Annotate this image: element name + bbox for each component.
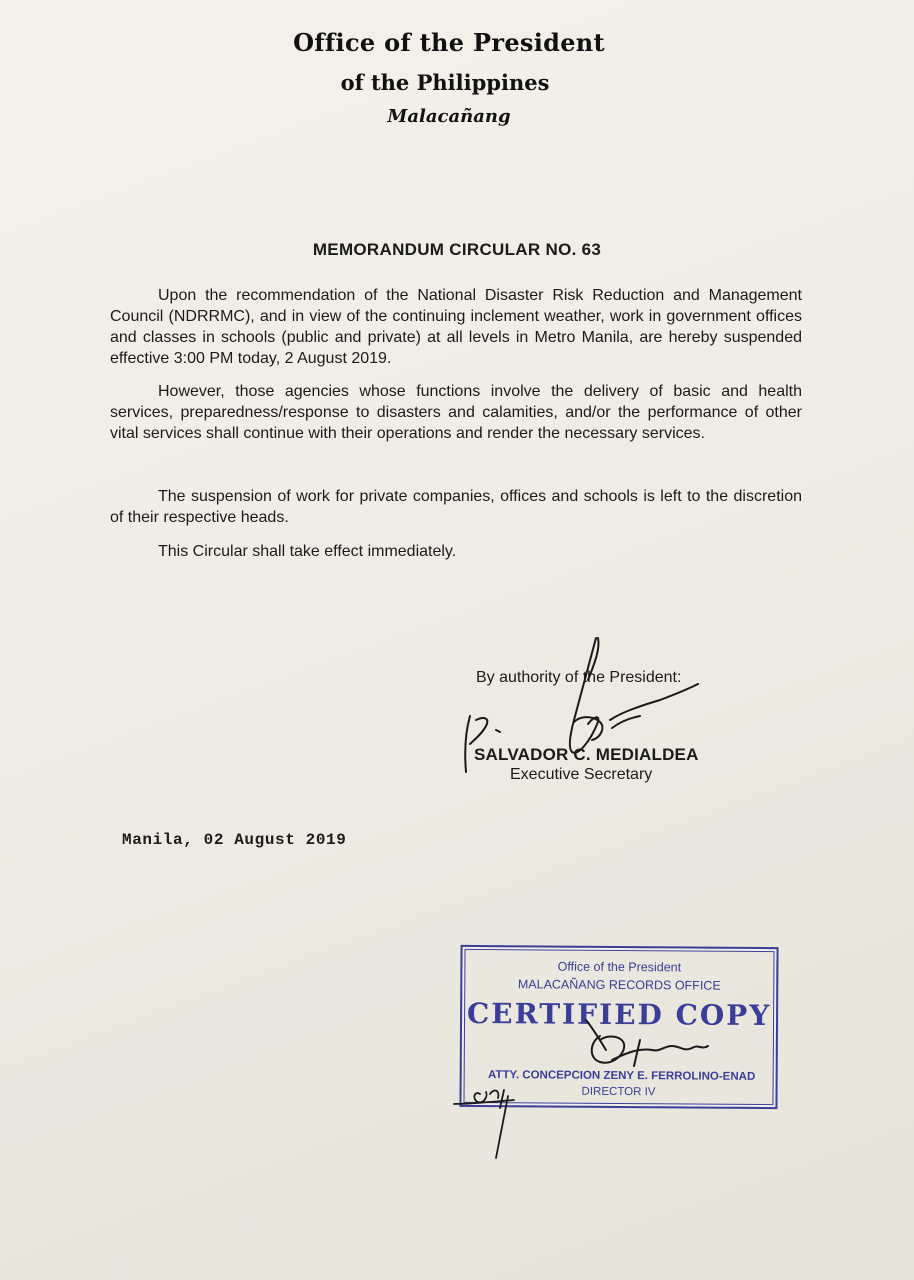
certified-copy-stamp bbox=[459, 945, 778, 1109]
signer-name: SALVADOR C. MEDIALDEA bbox=[474, 745, 699, 764]
stamp-office: Office of the President bbox=[557, 959, 682, 975]
memo-paragraph-4: This Circular shall take effect immediately. bbox=[158, 543, 457, 560]
memo-title: MEMORANDUM CIRCULAR NO. 63 bbox=[312, 240, 602, 259]
memo-paragraph-3: The suspension of work for private companies, offices and schools is left to the discretion of their respective heads. bbox=[110, 488, 802, 526]
signer-title: Executive Secretary bbox=[510, 766, 653, 783]
memo-paragraph-1: Upon the recommendation of the National Disaster Risk Reduction and Management Council (NDRRMC), and in view of the continuing inclement weather, work in government offices and classes in schools (public and private) at all levels in Metro Manila, are hereby suspended effective 3:00 PM today, 2 August 2019. bbox=[110, 287, 802, 367]
letterhead-palace: Malacañang bbox=[387, 106, 511, 127]
stamp-signer-title: DIRECTOR IV bbox=[581, 1085, 656, 1099]
place-date: Manila, 02 August 2019 bbox=[122, 831, 347, 849]
memo-paragraph-2: However, those agencies whose functions involve the delivery of basic and health services, preparedness/response to disasters and calamities, and/or the performance of other vital services shall continue with their operations and render the necessary services. bbox=[110, 383, 802, 442]
stamp-signer: ATTY. CONCEPCION ZENY E. FERROLINO-ENAD bbox=[487, 1069, 756, 1083]
authority-line: By authority of the President: bbox=[476, 669, 682, 686]
letterhead-country: of the Philippines bbox=[340, 70, 550, 95]
letterhead-office: Office of the President bbox=[293, 28, 605, 57]
stamp-headline: CERTIFIED COPY bbox=[466, 996, 772, 1033]
stamp-records-office: MALACAÑANG RECORDS OFFICE bbox=[517, 977, 721, 993]
